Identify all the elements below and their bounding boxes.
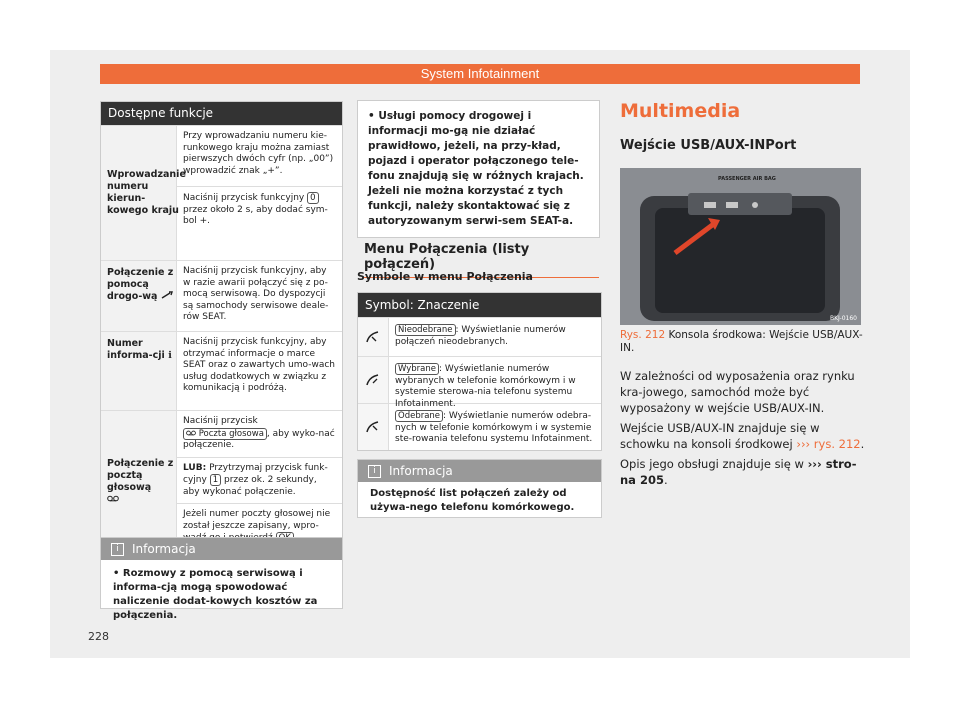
zero-key: 0 [307,192,318,204]
symbols-heading: Symbole w menu Połączenia [357,270,533,283]
table-row [358,403,601,450]
received-key: Odebrane [395,410,443,422]
console-image [620,168,861,325]
info-box-text: Dostępność list połączeń zależy od używa-nego telefonu komórkowego. [370,488,575,513]
info-icon: i [368,465,381,478]
row-label: Połączenie z pomocą drogo-wą [101,261,177,331]
row-label: Numer informa-cji ℹ [101,332,177,410]
page-header: System Infotainment [100,64,860,84]
symbols-table-title: Symbol: Znaczenie [358,293,601,317]
figure-caption: Rys. 212 Konsola środkowa: Wejście USB/AUX-IN. [620,329,863,354]
page-number: 228 [88,630,109,643]
info-box-left [100,537,343,621]
row-text: Jeżeli numer poczty głosowej nie został jeszcze zapisany, wpro- [177,504,342,550]
table-row [358,356,601,409]
voicemail-icon [186,430,196,436]
row-text: LUB: Przytrzymaj przycisk funk-cyjny 1 przez ok. 2 sekundy, aby wykonać połączenie. [177,458,342,505]
row-text: Przy wprowadzaniu numeru kie-runkowego kraju można zamiast pierwszych dwóch cyfr (np. „00”) wprowadzić znak „+”. [177,126,342,187]
dialed-key: Wybrane [395,363,439,375]
table-row [101,125,342,260]
row-text: Naciśnij przycisk funkcyjny, aby otrzymać informacje o marce SEAT oraz o zawartych umo-wach usług dodatkowych w związku z komunikacją i podróżą. [183,337,335,393]
symbol-text: Nieodebrane : Wyświetlanie numerów połączeń nieodebranych. [395,325,566,347]
symbol-text: Wybrane : Wyświetlanie numerów wybranych w telefonie komórkowym i w systemie sterowa-nia telefonu systemu Infotainment. [395,364,576,409]
text-part: Naciśnij przycisk funkcyjny [183,193,305,203]
table-row [101,331,342,410]
voicemail-key: Poczta głosowa [183,428,267,440]
multimedia-title: Multimedia [620,100,741,122]
row-label: Wprowadzanie numeru kierun-kowego kraju [101,126,177,260]
missed-call-icon [365,330,381,344]
dialed-call-icon [365,373,381,387]
paragraph: Wejście USB/AUX-IN znajduje się w schowku na konsoli środkowej ››› rys. 212. [620,421,865,451]
received-call-icon [365,420,381,434]
features-table-title: Dostępne funkcje [101,102,342,125]
info-i-icon: ℹ [168,350,172,361]
row-text: Naciśnij przycisk funkcyjny, aby w razie awarii połączyć się z po-mocą serwisową. Do dyspozycji są samochody serwisowe deale-rów SEAT. [183,266,329,322]
symbol-text: Odebrane : Wyświetlanie numerów odebra-nych w telefonie komórkowym i w systemie ste-rowania telefonu systemu Infotainment. [395,411,593,444]
info-box-text: • Rozmowy z pomocą serwisową i informa-cją mogą spowodować naliczenie dodat-kowych kosztów za połączenia. [113,568,318,621]
warning-box: • Usługi pomocy drogowej i informacji mo-gą nie działać prawidłowo, jeżeli, na przy-kład, pojazd i operator połączonego tele-fonu znajdują się w różnych krajach. Jeżeli nie można korzystać z tych funkcji, należy skontaktować się z autoryzowanym serwi-sem SEAT-a. [357,100,600,238]
paragraph: Opis jego obsługi znajduje się w ››› stro-na 205. [620,457,857,487]
page-link[interactable]: ››› stro-na 205 [620,457,857,487]
table-row [101,410,342,553]
image-label: PASSENGER AIR BAG [718,176,776,182]
row-text [177,187,342,233]
figure-ref: Rys. 212 [620,329,666,341]
text-part: przez około 2 s, aby dodać sym-bol +. [183,204,328,226]
table-row [358,317,601,356]
features-table [100,101,343,554]
figure-link[interactable]: ››› rys. 212 [796,437,861,451]
one-key: 1 [210,474,221,486]
wrench-icon [161,291,173,299]
row-label: Połączenie z pocztą głosową [101,411,177,553]
usb-subtitle: Wejście USB/AUX-INPort [620,138,797,153]
table-row [101,260,342,331]
missed-key: Nieodebrane [395,324,456,336]
console-illustration [620,168,861,325]
image-code: BKJ-0160 [829,315,857,322]
info-box-mid [357,459,602,518]
paragraph: W zależności od wyposażenia oraz rynku kra-jowego, samochód może być wyposażony w wejście USB/AUX-IN. [620,369,855,415]
row-text: Naciśnij przycisk Poczta głosowa , aby wyko-nać połączenie. [177,411,342,458]
symbols-table [357,292,602,451]
info-box-title: i Informacja [101,538,342,560]
info-icon: i [111,543,124,556]
info-box-title: i Informacja [358,460,601,482]
menu-heading: Menu Połączenia (listy połączeń) [364,242,599,278]
voicemail-icon [107,495,119,502]
